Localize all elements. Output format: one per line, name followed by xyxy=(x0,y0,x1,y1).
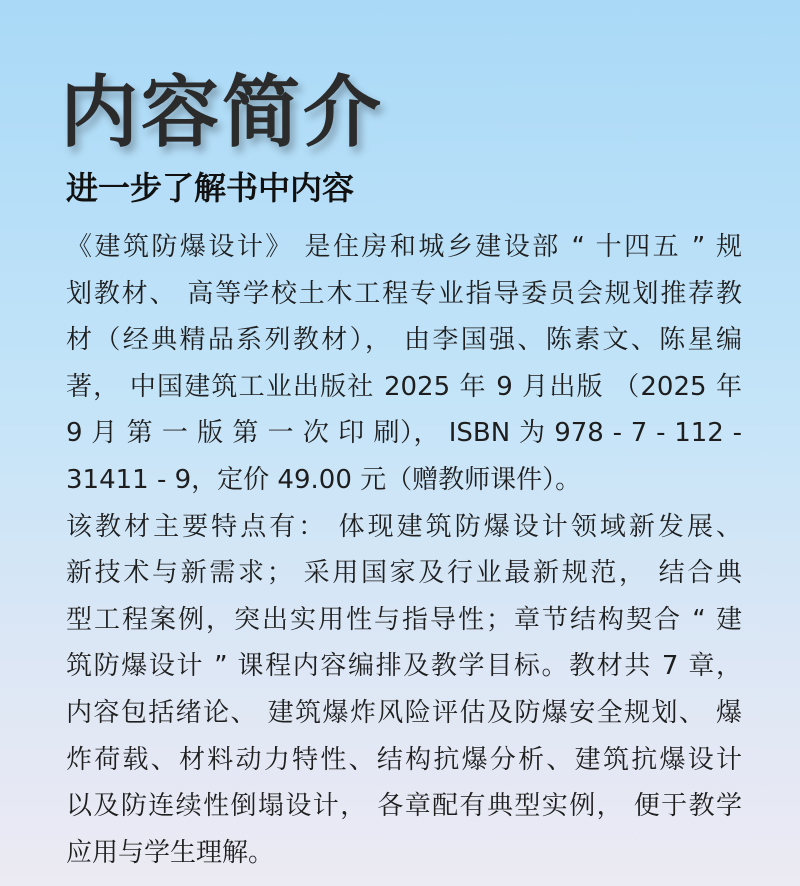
paragraph-line: 该教材主要特点有： 体现建筑防爆设计领域新发展、 xyxy=(66,511,742,542)
paragraph-line: 划教材、 高等学校土木工程专业指导委员会规划推荐教 xyxy=(66,278,742,309)
paragraph-line: 炸荷载、材料动力特性、结构抗爆分析、建筑抗爆设计 xyxy=(66,744,742,775)
page-subtitle: 进一步了解书中内容 xyxy=(66,169,355,207)
paragraph-line: 新技术与新需求； 采用国家及行业最新规范， 结合典 xyxy=(66,558,742,589)
paragraph-line: 以及防连续性倒塌设计， 各章配有典型实例， 便于教学 xyxy=(66,791,742,822)
paragraph-line: 9 月 第 一 版 第 一 次 印 刷）， ISBN 为 978 - 7 - 112 - xyxy=(66,418,742,449)
paragraph-line: 材（经典精品系列教材）， 由李国强、陈素文、陈星编 xyxy=(66,325,742,356)
features-paragraph xyxy=(66,504,742,877)
paragraph-line: 内容包括绪论、 建筑爆炸风险评估及防爆安全规划、 爆 xyxy=(66,697,742,728)
paragraph-line: 应用与学生理解。 xyxy=(66,837,275,868)
paragraph-line: 型工程案例，突出实用性与指导性；章节结构契合 “ 建 xyxy=(66,604,742,635)
publication-info-paragraph xyxy=(66,224,742,504)
page-title: 内容简介 xyxy=(60,68,385,158)
intro-body xyxy=(66,224,742,876)
paragraph-line: 筑防爆设计 ” 课程内容编排及教学目标。教材共 7 章， xyxy=(66,651,742,682)
paragraph-line: 31411 - 9，定价 49.00 元（赠教师课件）。 xyxy=(66,464,582,495)
paragraph-line: 《建筑防爆设计》 是住房和城乡建设部 “ 十四五 ” 规 xyxy=(66,232,742,262)
paragraph-line: 著， 中国建筑工业出版社 2025 年 9 月出版 （2025 年 xyxy=(66,371,742,402)
